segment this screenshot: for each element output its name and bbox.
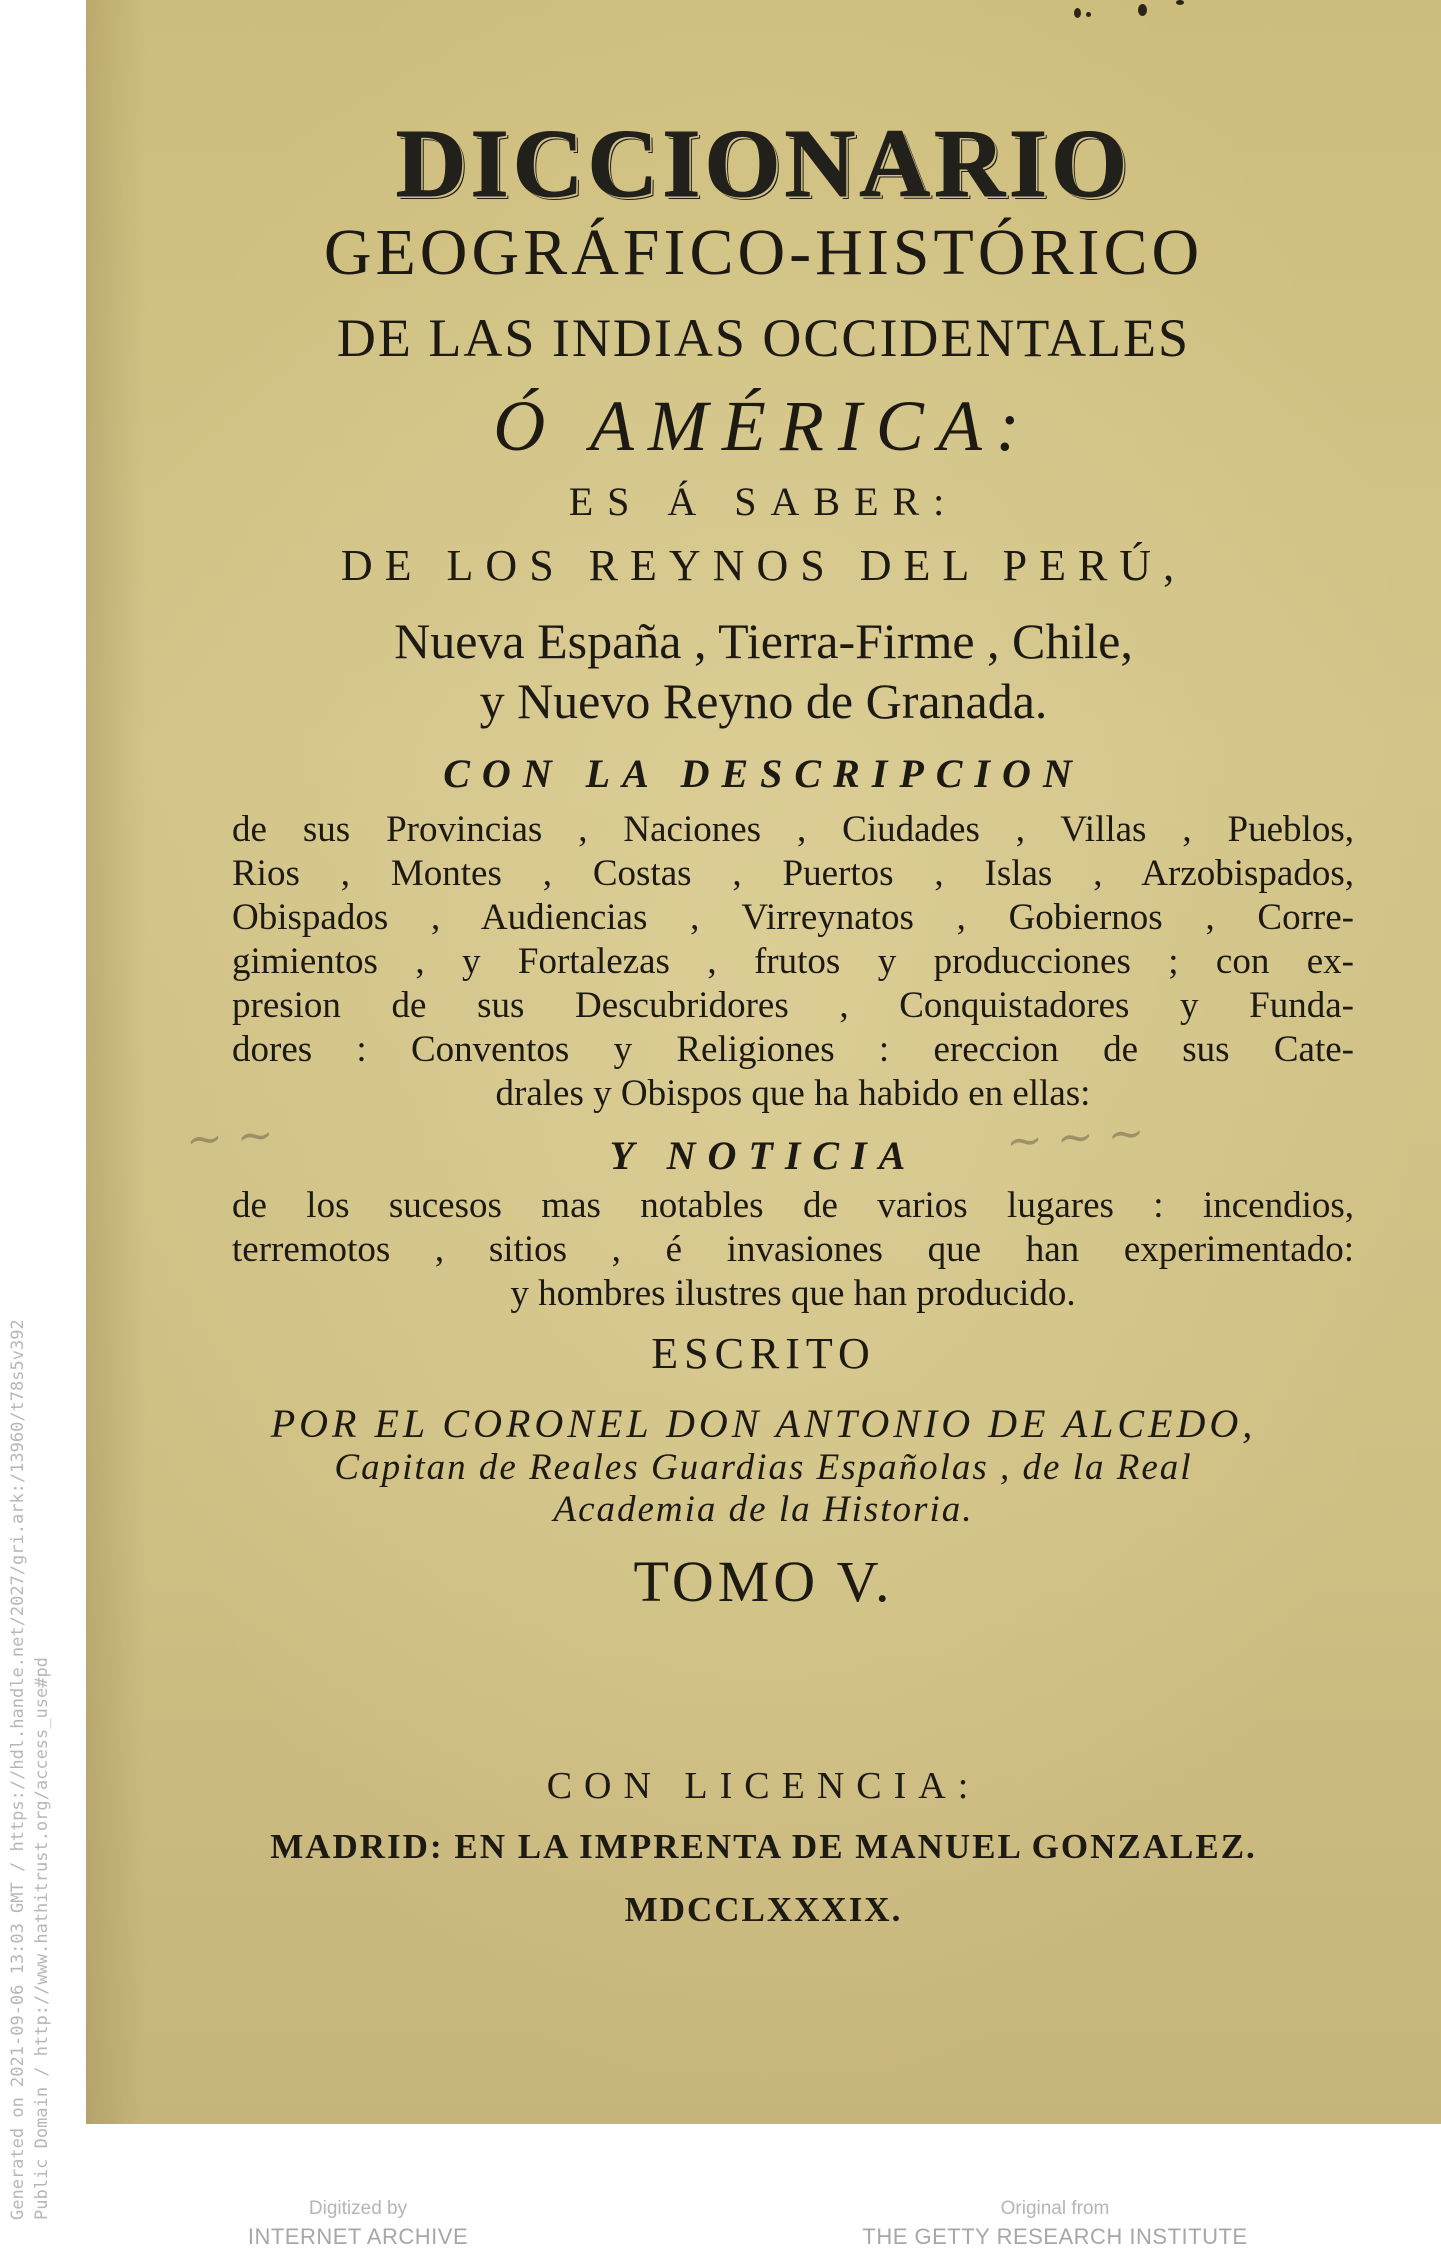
ink-speck [1086,12,1091,17]
generated-line: Generated on 2021-09-06 13:03 GMT / https://hdl.handle.net/2027/gri.ark:/13960/t78s5v392 [8,1319,28,2220]
book-page-scan [86,0,1441,2124]
handwritten-annotation: ~ ~ [184,1109,276,1166]
reynos-line: DE LOS REYNOS DEL PERÚ, [340,541,1187,590]
noticia-line: terremotos , sitios , é invasiones que han experimentado: [232,1229,1354,1270]
ink-speck [1176,0,1184,5]
author-line: POR EL CORONEL DON ANTONIO DE ALCEDO, [270,1401,1257,1446]
generation-watermark [6,1319,54,2220]
footer-original-from [805,2196,1305,2252]
ink-speck [1138,4,1147,16]
rights-line: Public Domain / http://www.hathitrust.org/access_use#pd [32,1657,52,2220]
con-la-descripcion: CON LA DESCRIPCION [443,751,1084,796]
regions-line-1: Nueva España , Tierra-Firme , Chile, [394,613,1133,669]
author-title-line-2: Academia de la Historia. [553,1489,974,1530]
original-from-label: Original from [1000,2198,1110,2219]
footer-digitized-by [108,2196,608,2252]
internet-archive-label: INTERNET ARCHIVE [247,2224,469,2249]
y-noticia: Y NOTICIA [609,1133,918,1178]
description-line: de sus Provincias , Naciones , Ciudades , Villas , Pueblos, [232,809,1354,850]
volume-number: TOMO V. [633,1549,894,1614]
subtitle-indias: DE LAS INDIAS OCCIDENTALES [336,308,1191,368]
subtitle-geografico: GEOGRÁFICO-HISTÓRICO [323,216,1204,289]
hathitrust-margin [0,0,86,2255]
description-line: Rios , Montes , Costas , Puertos , Islas , Arzobispados, [232,853,1354,894]
noticia-line: de los sucesos mas notables de varios lugares : incendios, [232,1185,1354,1226]
digitized-by-label: Digitized by [308,2198,408,2219]
imprint-line: MADRID: EN LA IMPRENTA DE MANUEL GONZALEZ. [270,1827,1257,1866]
subtitle-america: Ó AMÉRICA: [493,386,1034,466]
publication-year: MDCCLXXXIX. [624,1890,903,1929]
noticia-line: y hombres ilustres que han producido. [510,1273,1076,1314]
con-licencia: CON LICENCIA: [546,1765,981,1807]
handwritten-annotation: ~ ~ ~ [1004,1107,1147,1168]
description-line: drales y Obispos que ha habido en ellas: [495,1073,1091,1114]
es-a-saber: ES Á SABER: [568,479,959,524]
description-line: presion de sus Descubridores , Conquistadores y Funda- [232,985,1354,1026]
getty-institute-label: THE GETTY RESEARCH INSTITUTE [862,2224,1248,2249]
description-line: gimientos , y Fortalezas , frutos y producciones ; con ex- [232,941,1354,982]
description-line: Obispados , Audiencias , Virreynatos , Gobiernos , Corre- [232,897,1354,938]
author-title-line-1: Capitan de Reales Guardias Españolas , de la Real [334,1447,1193,1488]
description-line: dores : Conventos y Religiones : ereccion de sus Cate- [232,1029,1354,1070]
book-title: DICCIONARIO [395,110,1132,218]
ink-speck [1074,8,1081,18]
escrito: ESCRITO [651,1329,876,1378]
regions-line-2: y Nuevo Reyno de Granada. [479,673,1048,729]
